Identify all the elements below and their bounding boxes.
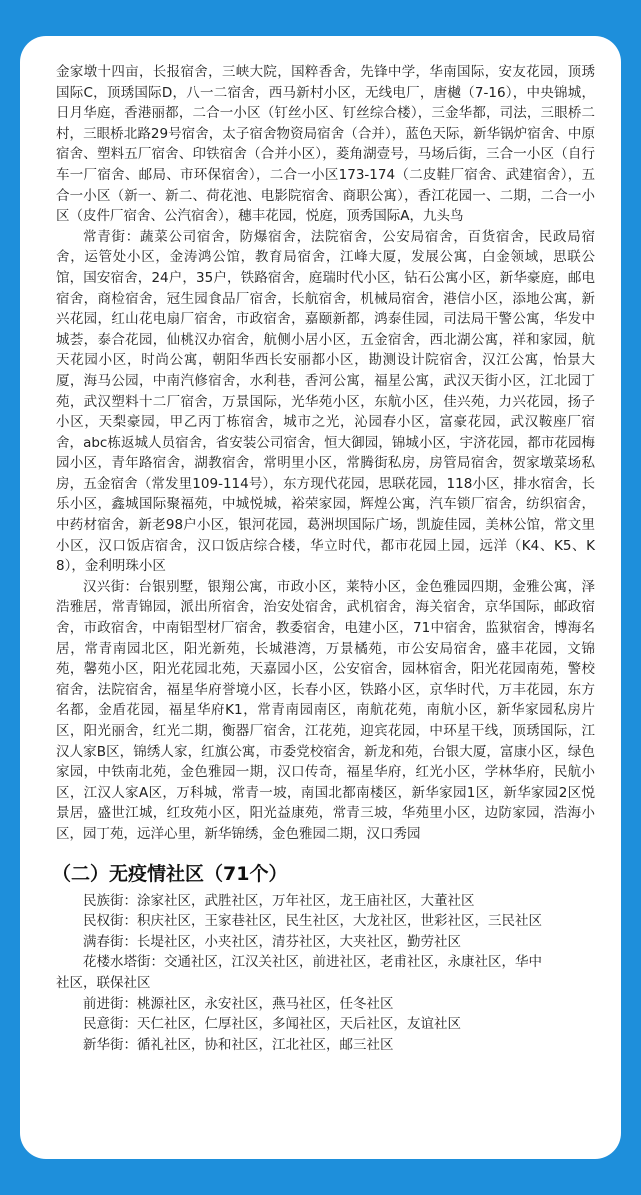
list-item-xinhua-street: 新华街：循礼社区，协和社区，江北社区，邮三社区	[83, 1036, 394, 1053]
paragraph-hanxing-street: 汉兴街：台银别墅，银翔公寓，市政小区，莱特小区，金色雅园四期，金雅公寓，泽浩雅居，常青锦园，派出所宿舍，治安处宿舍，武机宿舍，海关宿舍，京华国际，邮政宿舍，市政宿舍，中南铝型材厂宿舍，教委宿舍，电建小区，71中宿舍，监狱宿舍，博海名居，常青南园北区，阳光新苑，长城港湾，万景橘苑，市公安局宿舍，盛丰花园，文锦苑，馨苑小区，阳光花园北苑，天嘉园小区，公安宿舍，园林宿舍，阳光花园南苑，警校宿舍，法院宿舍，福星华府誉境小区，长春小区，铁路小区，京华时代，万丰花园，东方名都，金盾花园，福星华府K1，常青南园南区，南航花苑，南航小区，新华家园私房片区，阳光丽舍，红光二期，衡器厂宿舍，江花苑，迎宾花园，中环星干线，顶琇国际，江汉人家B区，锦绣人家，红旗公寓，市委党校宿舍，新龙和苑，台银大厦，富康小区，绿色家园，中铁南北苑，金色雅园一期，汉口传奇，福星华府，红光小区，学林华府，民航小区，江汉人家A区，万科城，常青一坡，南国北都南楼区，新华家园1区，新华家园2区悦景居，盛世江城，红玫苑小区，阳光益康苑，常青三坡，华苑里小区，边防家园，浩海小区，园丁苑，远洋心里，新华锦绣，金色雅园二期，汉口秀园	[56, 578, 595, 842]
paragraph-residential-1: 金家墩十四亩，长报宿舍，三峡大院，国粹香舍，先锋中学，华南国际，安友花园，顶琇国际C，顶琇国际D，八一二宿舍，西马新村小区，无线电厂，唐樾（7-16），中央锦城，日月华庭，香港丽都，二合一小区（钉丝小区、钉丝综合楼），三金华都，司法，三眼桥二村，三眼桥北路29号宿舍，太子宿舍物资局宿舍（合并），蓝色天际，新华锅炉宿舍、中原宿舍、塑料五厂宿舍、印铁宿舍（合并小区），菱角湖壹号，马场后街，三合一小区（自行车一厂宿舍、邮局、市环保宿舍），二合一小区173-174（二皮鞋厂宿舍、武建宿舍），五合一小区（新一、新二、荷花池、电影院宿舍、商职公寓），香江花园一、二期，二合一小区（皮件厂宿舍、公汽宿舍），穗丰花园，悦庭，顶秀国际A，九头鸟	[56, 64, 595, 225]
list-item-manchun-street: 满春街：长堤社区，小夹社区，清芬社区，大夹社区，勤劳社区	[83, 933, 461, 950]
list-item-minyi-street: 民意街：天仁社区，仁厚社区，多闻社区，天后社区，友谊社区	[83, 1016, 461, 1033]
list-item-minquan-street: 民权街：积庆社区，王家巷社区，民生社区，大龙社区，世彩社区，三民社区	[83, 913, 542, 930]
paragraph-changqing-street: 常青街：蔬菜公司宿舍，防爆宿舍，法院宿舍，公安局宿舍，百货宿舍，民政局宿舍，运管处小区，金涛鸿公馆，教育局宿舍，江峰大厦，发展公寓，白金领域，思联公馆，国安宿舍，24户，35户，铁路宿舍，庭瑞时代小区，钻石公寓小区，新华豪庭，邮电宿舍，商检宿舍，冠生园食品厂宿舍，长航宿舍，机械局宿舍，港信小区，添地公寓，新兴花园，红山花电扇厂宿舍，市政宿舍，嘉颐新都，鸿泰佳园，司法局干警公寓，华发中城荟，泰合花园，仙桃汉办宿舍，航侧小居小区，五金宿舍，西北湖公寓，祥和家园，航天花园小区，时尚公寓，朝阳华西长安丽都小区，勘测设计院宿舍，汉江公寓，怡景大厦，海马公园，中南汽修宿舍，水利巷，香河公寓，福星公寓，武汉天街小区，江北园丁苑，武汉塑料十二厂宿舍，万景国际，光华苑小区，东航小区，佳兴苑，力兴花园，扬子小区，天梨豪园，甲乙丙丁栋宿舍，城市之光，沁园春小区，富豪花园，武汉鞍座厂宿舍，abc栋返城人员宿舍，省安装公司宿舍，恒大御园，锦城小区，宇济花园，都市花园梅园小区，青年路宿舍，湖教宿舍，常明里小区，常腾街私房，房管局宿舍，贺家墩菜场私房，五金宿舍（常发里109-114号），东方现代花园，思联花园，118小区，排水宿舍，长乐小区，鑫城国际聚福苑，中城悦城，裕荣家园，辉煌公寓，汽车锁厂宿舍，纺织宿舍，中药材宿舍，新老98户小区，银河花园，葛洲坝国际广场，凯旋佳园，美林公馆，常文里小区，汉口饭店宿舍，汉口饭店综合楼，华立时代，都市花园上园，远洋（K4、K5、K8），金利明珠小区	[56, 228, 595, 575]
section-heading-no-epidemic-communities: （二）无疫情社区（71个）	[52, 862, 288, 885]
community-list	[56, 891, 595, 1056]
list-item-qianjin-street: 前进街：桃源社区，永安社区，燕马社区，任冬社区	[83, 995, 394, 1012]
list-item-minzu-street: 民族街：涂家社区，武胜社区，万年社区，龙王庙社区，大董社区	[83, 892, 475, 909]
content-card	[20, 36, 621, 1159]
list-item-hualou-shuita-street: 花楼水塔街：交通社区，江汉关社区，前进社区，老甫社区，永康社区，华中	[83, 954, 542, 971]
list-item-hualou-shuita-street-cont: 社区，联保社区	[56, 974, 151, 991]
